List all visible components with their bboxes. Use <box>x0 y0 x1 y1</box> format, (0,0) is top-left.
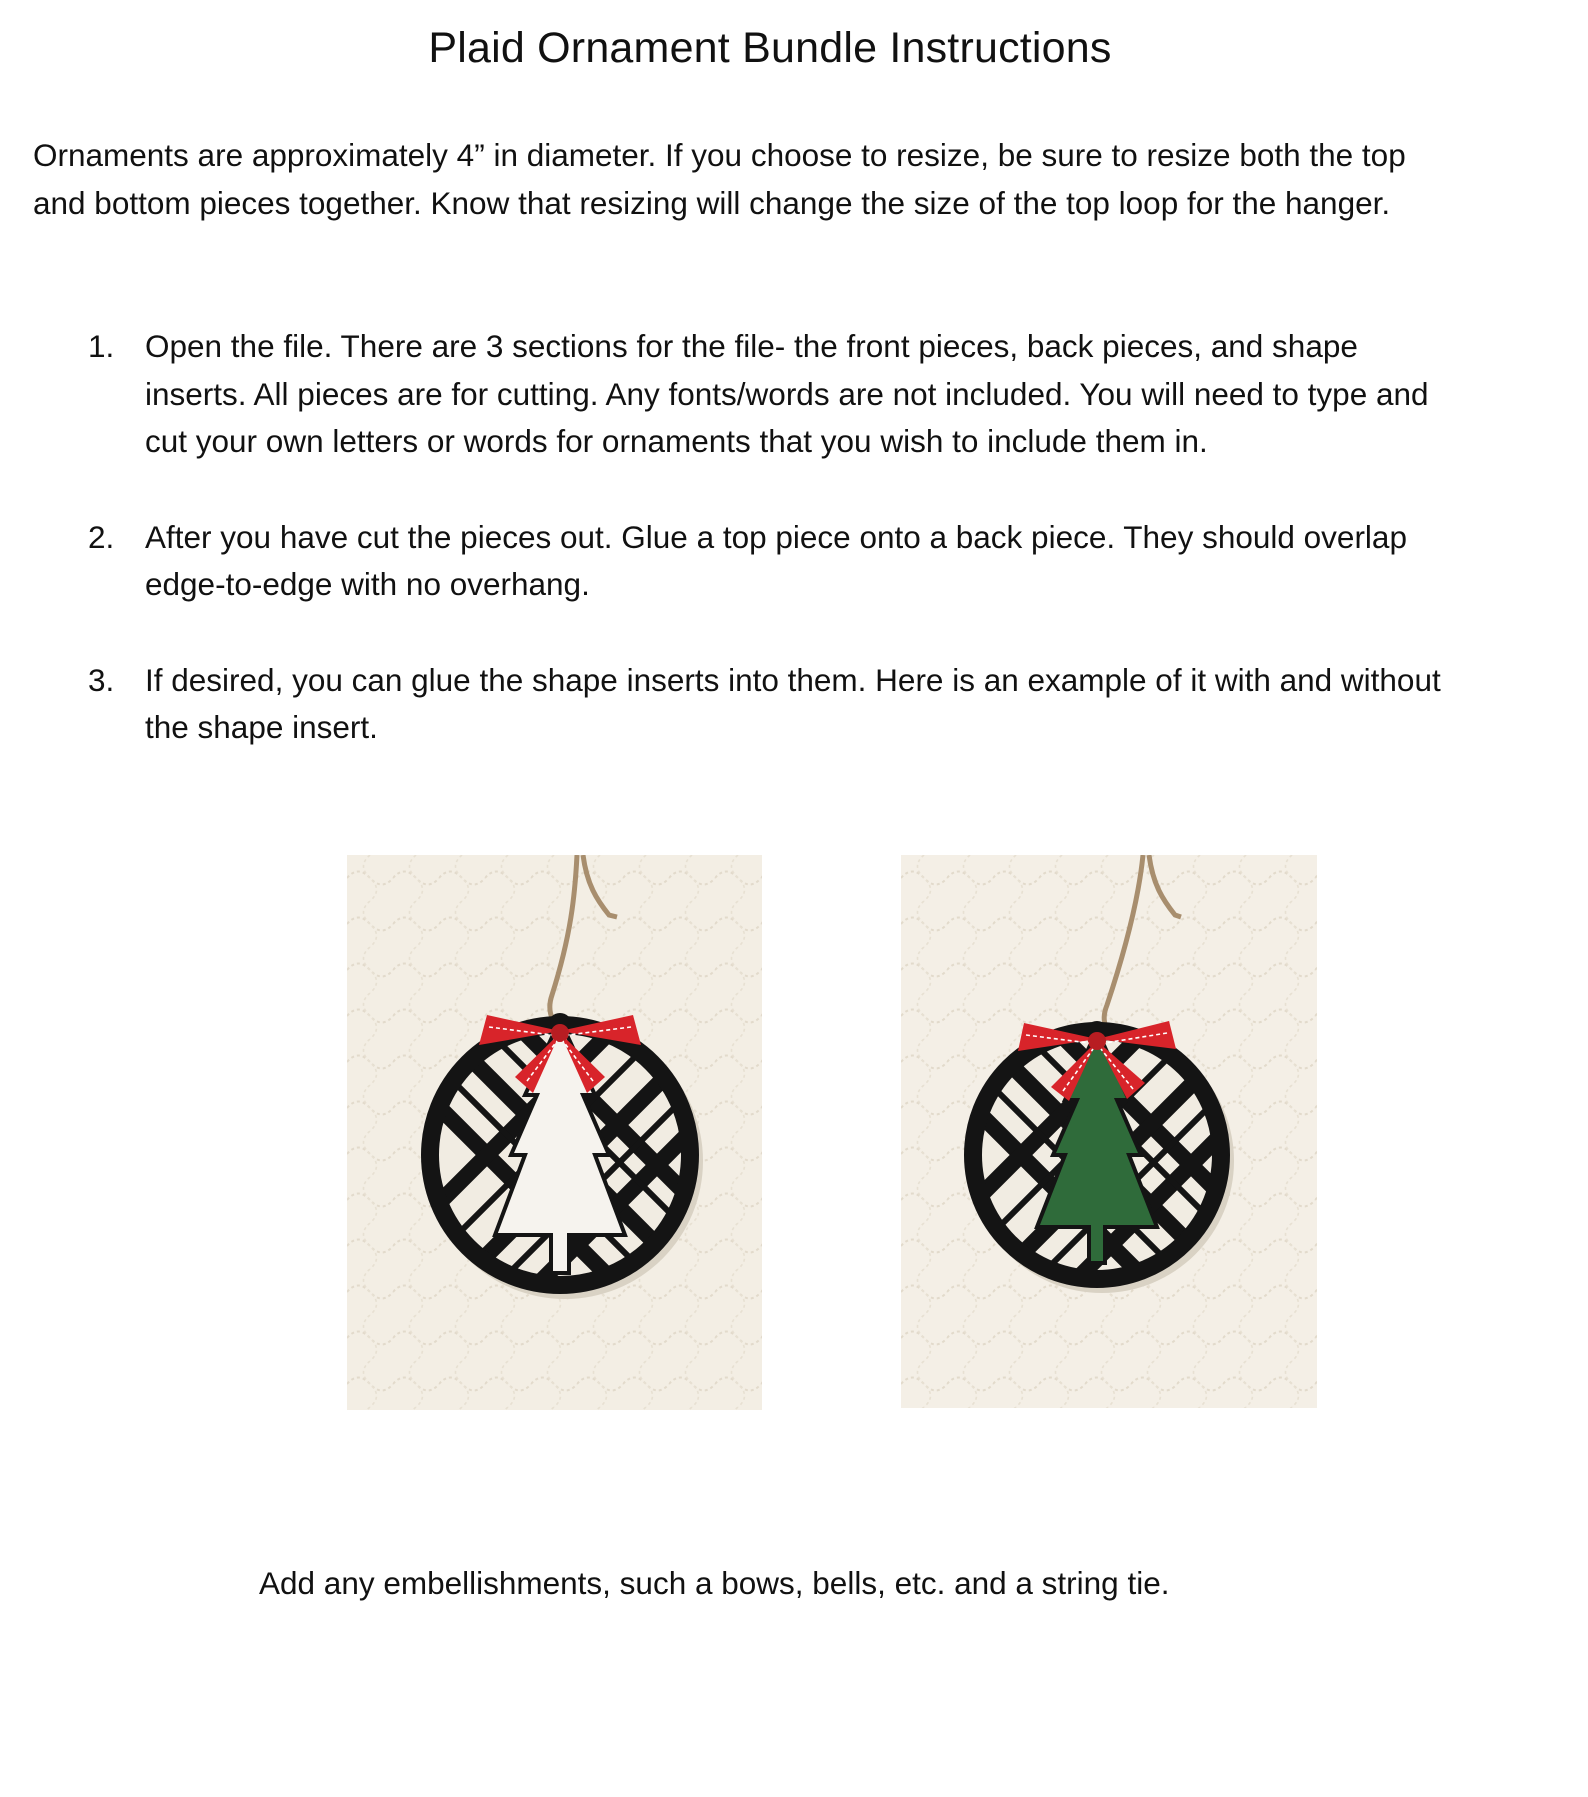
step-text: Open the file. There are 3 sections for the file- the front pieces, back pieces, and shape inserts. All pieces are for cutting. Any fonts/words are not included. You will need to type and cut your own letters or words for ornaments that you wish to include them in. <box>145 328 1429 459</box>
ornament-without-insert-photo <box>347 855 762 1410</box>
step-number: 3. <box>88 661 115 698</box>
step-text: After you have cut the pieces out. Glue a top piece onto a back piece. They should overlap edge-to-edge with no overhang. <box>145 518 1407 602</box>
footer-note: Add any embellishments, such a bows, bells, etc. and a string tie. <box>259 1565 1170 1601</box>
page-title: Plaid Ornament Bundle Instructions <box>428 24 1112 72</box>
step-item <box>88 323 1448 466</box>
step-number: 1. <box>88 328 115 364</box>
plaid-ornament-green-tree-icon <box>901 855 1317 1408</box>
intro-paragraph: Ornaments are approximately 4” in diameter. If you choose to resize, be sure to resize both the top and bottom pieces together. Know that resizing will change the size of the top loop for the hanger. <box>33 137 1406 221</box>
step-item <box>88 657 1448 752</box>
instruction-steps <box>88 323 1448 752</box>
ornament-with-insert-photo <box>901 855 1317 1408</box>
step-text: If desired, you can glue the shape inserts into them. Here is an example of it with and without the shape insert. <box>145 661 1441 745</box>
step-item <box>88 514 1448 609</box>
plaid-ornament-white-tree-icon <box>347 855 762 1410</box>
step-number: 2. <box>88 518 115 555</box>
